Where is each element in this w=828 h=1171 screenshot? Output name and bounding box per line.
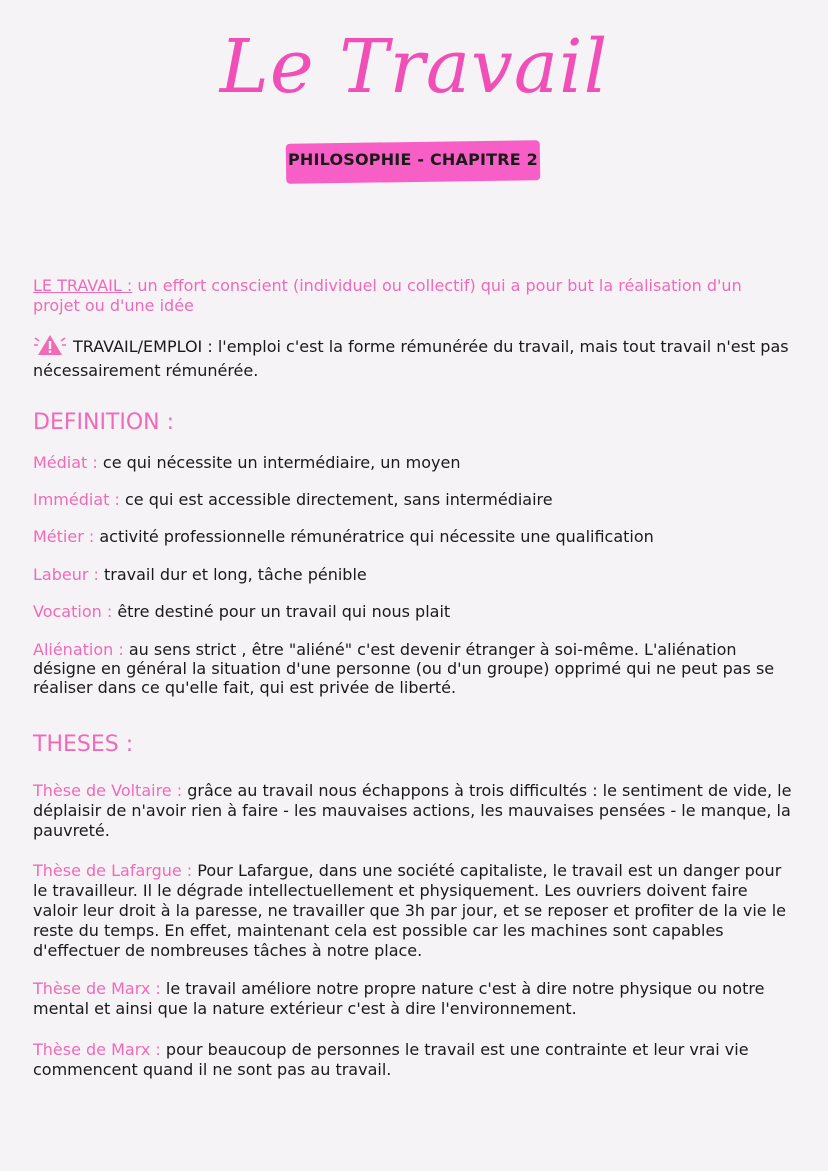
definition-term: Vocation : (33, 602, 118, 621)
page-title: Le Travail (219, 24, 609, 110)
definition-term: Métier : (33, 527, 100, 546)
definition-item (33, 565, 793, 585)
warning-icon (33, 334, 67, 361)
definition-text: être destiné pour un travail qui nous plait (117, 602, 451, 621)
thesis-text: pour beaucoup de personnes le travail est une contrainte et leur vrai vie commencent quand il ne sont pas au travail. (33, 1040, 749, 1079)
definition-term: Immédiat : (33, 490, 125, 509)
definition-text: travail dur et long, tâche pénible (104, 565, 367, 584)
warning-paragraph (33, 334, 793, 381)
definition-item (33, 640, 793, 697)
definition-item (33, 453, 793, 473)
thesis-item (33, 781, 793, 841)
definition-term: Labeur : (33, 565, 104, 584)
intro-term: LE TRAVAIL : (33, 276, 133, 295)
warning-label: TRAVAIL/EMPLOI (73, 337, 203, 356)
definition-term: Aliénation : (33, 640, 129, 659)
warning-text: : l'emploi c'est la forme rémunérée du travail, mais tout travail n'est pas nécessairement rémunérée. (33, 337, 789, 380)
thesis-item (33, 861, 793, 961)
definition-item (33, 490, 793, 510)
definition-term: Médiat : (33, 453, 103, 472)
definition-heading: DEFINITION : (33, 410, 175, 435)
intro-text: un effort conscient (individuel ou collectif) qui a pour but la réalisation d'un projet ou d'une idée (33, 276, 742, 315)
page-subtitle: PHILOSOPHIE - CHAPITRE 2 (287, 150, 539, 169)
theses-heading: THESES : (33, 732, 134, 757)
thesis-item (33, 979, 793, 1019)
definition-text: ce qui nécessite un intermédiaire, un moyen (102, 453, 461, 472)
definition-text: au sens strict , être "aliéné" c'est devenir étranger à soi-même. L'aliénation désigne en général la situation d'une personne (ou d'un groupe) opprimé qui ne peut pas se réaliser dans ce qu'elle fait, qui est privée de liberté. (33, 640, 775, 697)
definition-text: activité professionnelle rémunératrice qui nécessite une qualification (99, 527, 654, 546)
definition-item (33, 527, 793, 547)
thesis-text: le travail améliore notre propre nature c'est à dire notre physique ou notre mental et ainsi que la nature extérieur c'est à dire l'environnement. (33, 979, 765, 1018)
thesis-text: grâce au travail nous échappons à trois difficultés : le sentiment de vide, le déplaisir de n'avoir rien à faire - les mauvaises actions, les mauvaises pensées - le manque, la pauvreté. (33, 781, 792, 840)
definition-item (33, 602, 793, 622)
thesis-text: Pour Lafargue, dans une société capitaliste, le travail est un danger pour le travailleur. Il le dégrade intellectuellement et physiquement. Les ouvriers doivent faire valoir leur droit à la paresse, ne travailler que 3h par jour, et se reposer et profiter de la vie le reste du temps. En effet, maintenant cela est possible car les machines sont capables d'effectuer de nombreuses tâches à notre place. (33, 861, 786, 960)
thesis-term: Thèse de Marx : (33, 1040, 166, 1059)
intro-paragraph (33, 276, 793, 316)
thesis-item (33, 1040, 793, 1080)
definition-text: ce qui est accessible directement, sans intermédiaire (124, 490, 553, 509)
thesis-term: Thèse de Voltaire : (33, 781, 188, 800)
thesis-term: Thèse de Lafargue : (33, 861, 198, 880)
thesis-term: Thèse de Marx : (33, 979, 166, 998)
